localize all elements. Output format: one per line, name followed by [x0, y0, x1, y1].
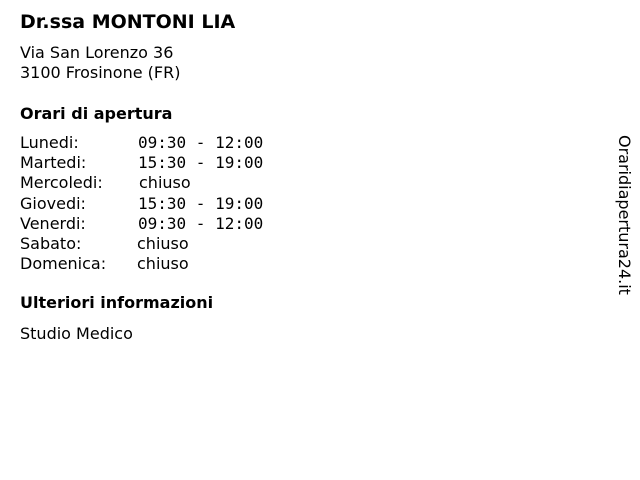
- time-value: chiuso: [139, 173, 191, 193]
- address-block: [20, 43, 180, 83]
- business-name: Dr.ssa MONTONI LIA: [20, 11, 236, 33]
- address-street: Via San Lorenzo 36: [20, 43, 174, 62]
- site-watermark: Oraridiapertura24.it: [615, 135, 634, 295]
- time-value: 15:30 - 19:00: [138, 193, 264, 213]
- day-label: Sabato:: [20, 233, 82, 253]
- further-info-text: Studio Medico: [20, 324, 133, 343]
- day-label: Giovedi:: [20, 193, 86, 213]
- opening-hours-heading: Orari di apertura: [20, 104, 173, 123]
- day-label: Martedi:: [20, 153, 87, 173]
- day-label: Lunedi:: [20, 133, 79, 152]
- time-value: 15:30 - 19:00: [138, 153, 264, 173]
- day-label: Venerdi:: [20, 213, 86, 233]
- address-city: 3100 Frosinone (FR): [20, 63, 181, 82]
- day-label: Domenica:: [20, 254, 107, 274]
- time-value: 09:30 - 12:00: [138, 213, 264, 233]
- day-label: Mercoledi:: [20, 173, 103, 193]
- further-info-heading: Ulteriori informazioni: [20, 293, 214, 312]
- time-value: chiuso: [137, 233, 189, 253]
- time-value: chiuso: [137, 254, 189, 274]
- time-value: 09:30 - 12:00: [138, 133, 264, 152]
